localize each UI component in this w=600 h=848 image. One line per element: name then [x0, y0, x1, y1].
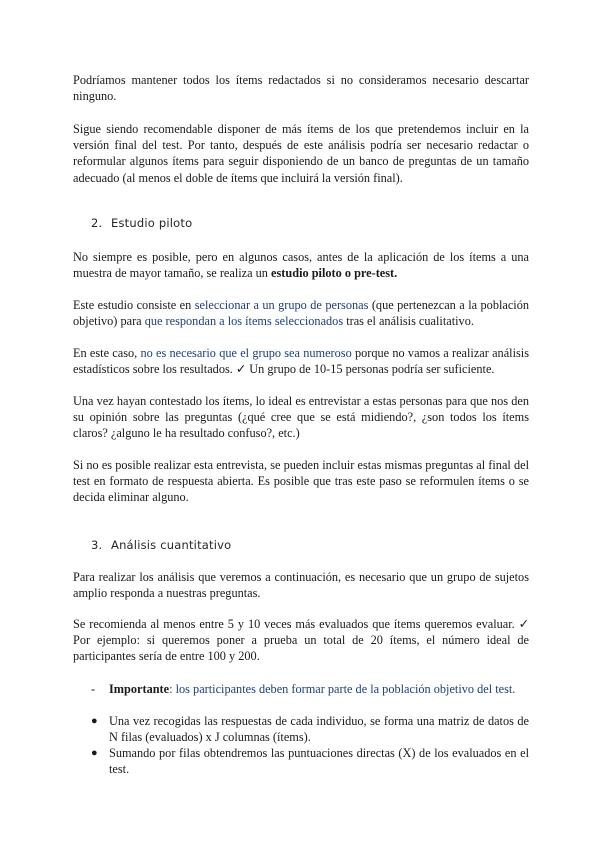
- paragraph-sample-size: Se recomienda al menos entre 5 y 10 veces más evaluados que ítems queremos evaluar. ✓ Por ejemplo: si queremos poner a prueba un total de 20 ítems, el número ideal de participantes sería de entre 100 y 200.: [73, 617, 529, 664]
- list-item-text: Una vez recogidas las respuestas de cada individuo, se forma una matriz de datos de N filas (evaluados) x J columnas (ítems).: [109, 714, 529, 745]
- paragraph-pilot-intro: [73, 249, 529, 281]
- important-label: Importante: [109, 682, 170, 696]
- highlight-select-group: seleccionar a un grupo de personas: [194, 298, 369, 312]
- text-run: Este estudio consiste en: [73, 298, 195, 312]
- bullet-icon: ●: [91, 747, 98, 759]
- list-item: [91, 713, 529, 745]
- dash-marker: -: [91, 682, 96, 696]
- bullet-icon: ●: [91, 715, 98, 727]
- paragraph-group-size: [73, 345, 529, 377]
- paragraph-quant-intro: Para realizar los análisis que veremos a continuación, es necesario que un grupo de sujetos amplio responda a nuestras preguntas.: [73, 570, 529, 601]
- text-run: porque no vamos a realizar análisis estadísticos sobre los resultados. ✓ Un grupo de 10-15 personas podría ser suficiente.: [73, 346, 529, 377]
- heading-number: 3.: [91, 538, 103, 552]
- text-run: tras el análisis cualitativo.: [343, 314, 474, 329]
- highlight-respond-items: que respondan a los ítems seleccionados: [144, 314, 344, 329]
- paragraph-recommendation: Sigue siendo recomendable disponer de más ítems de los que pretendemos incluir en la versión final del test. Por tanto, después de este análisis podría ser necesario redactar o reformular algunos ítems para seguir disponiendo de un banco de preguntas de un tamaño adecuado (al menos el doble de ítems que incluirá la versión final).: [73, 122, 529, 185]
- heading-number: 2.: [91, 216, 103, 230]
- paragraph-open-response: Si no es posible realizar esta entrevista, se pueden incluir estas mismas preguntas al final del test en formato de respuesta abierta. Es posible que tras este paso se reformulen ítems o se decida eliminar alguno.: [73, 458, 529, 505]
- important-text: : los participantes deben formar parte de la población objetivo del test.: [169, 682, 516, 696]
- text-run: No siempre es posible, pero en algunos casos, antes de la aplicación de los ítems a una muestra de mayor tamaño, se realiza un: [73, 250, 529, 281]
- text-run: En este caso,: [73, 346, 141, 360]
- heading-text: Estudio piloto: [111, 216, 193, 230]
- list-item-text: Sumando por filas obtendremos las puntuaciones directas (X) de los evaluados en el test.: [109, 746, 529, 777]
- bold-term-pilot: estudio piloto o pre-test.: [271, 266, 398, 281]
- important-note: [91, 681, 531, 697]
- section-heading-quantitative: [91, 538, 231, 552]
- paragraph-study-consists: [73, 297, 529, 329]
- heading-text: Análisis cuantitativo: [111, 538, 232, 552]
- list-item: [91, 745, 529, 777]
- highlight-not-numerous: no es necesario que el grupo sea numeroso: [140, 346, 352, 360]
- section-heading-pilot-study: [91, 216, 192, 230]
- paragraph-discard-items: Podríamos mantener todos los ítems redactados si no consideramos necesario descartar ninguno.: [73, 73, 529, 104]
- text-run: (que pertenezcan a la población objetivo) para: [73, 298, 530, 329]
- paragraph-interview: Una vez hayan contestado los ítems, lo ideal es entrevistar a estas personas para que nos den su opinión sobre las preguntas (¿qué cree que se está midiendo?, ¿son todos los ítems claros? ¿alguno le ha resultado confuso?, etc.): [73, 394, 529, 441]
